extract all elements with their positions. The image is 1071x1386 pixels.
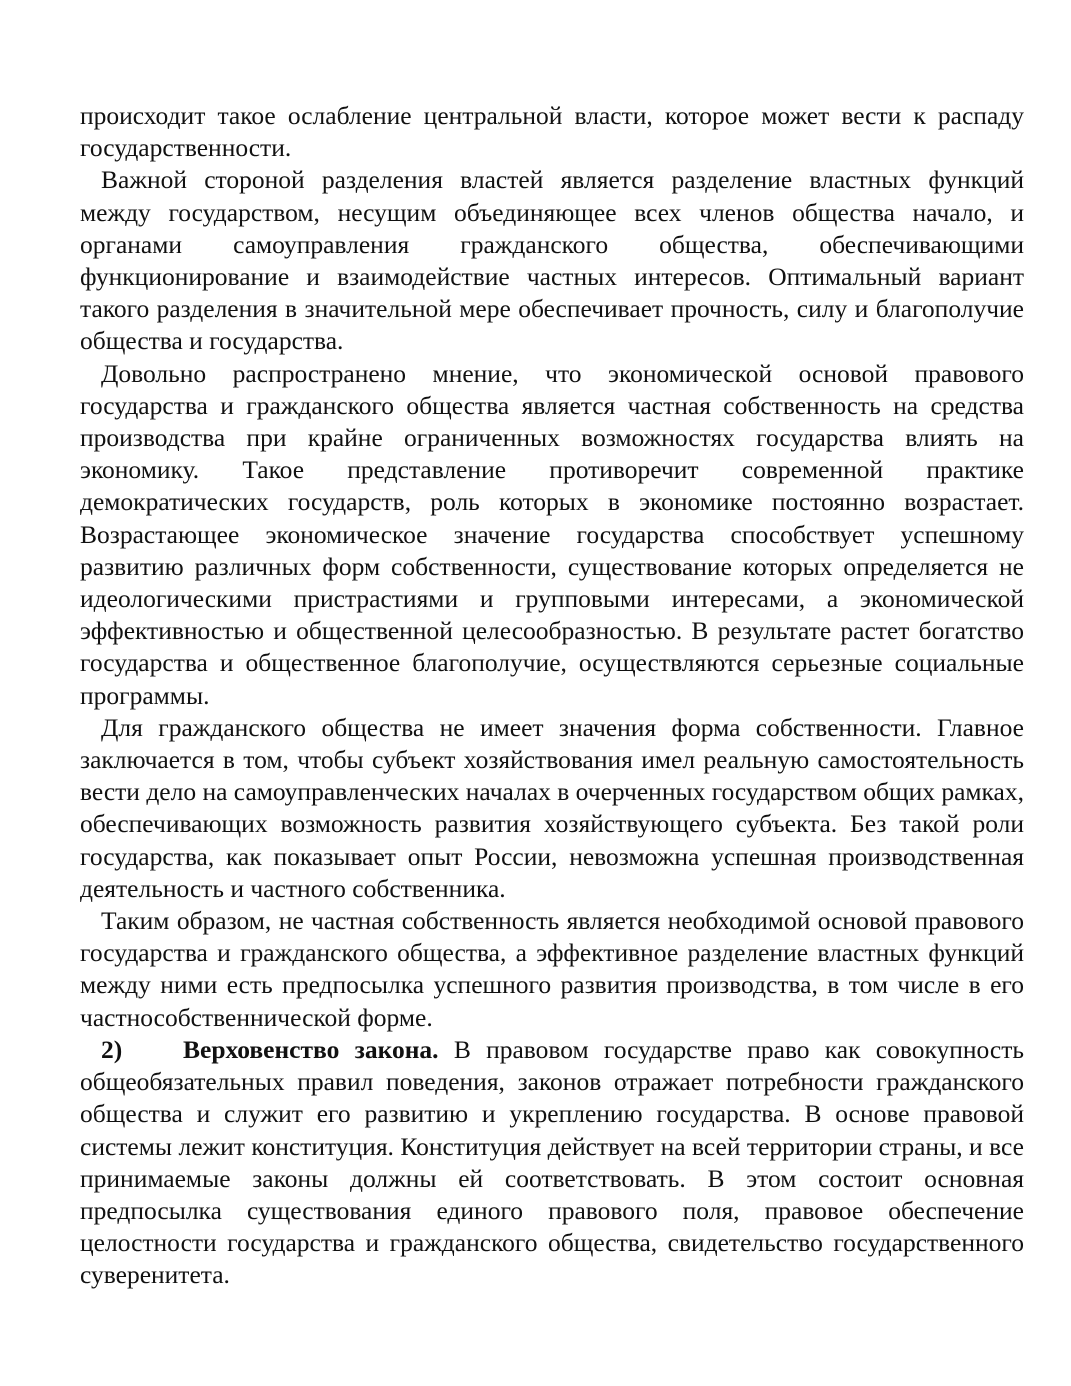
section-number: 2)	[101, 1034, 123, 1064]
paragraph-conclusion: Таким образом, не частная собственность является необходимой основой правового государства и гражданского общества, а эффективное разделение властных функций между ними есть предпосылка успешного развития производства, в том числе в его частнособственнической форме.	[80, 906, 1024, 1032]
section-text: В правовом государстве право как совокупность общеобязательных правил поведения, законов отражает потребности гражданского общества и служит его развитию и укреплению государства. В основе правовой системы лежит конституция. Конституция действует на всей территории страны, и все принимаемые законы должны ей соответствовать. В этом состоит основная предпосылка существования единого правового поля, правовое обеспечение целостности государства и гражданского общества, свидетельство государственного суверенитета.	[80, 1034, 1025, 1290]
paragraph-separation-functions: Важной стороной разделения властей является разделение властных функций между государством, несущим объединяющее всех членов общества начало, и органами самоуправления гражданского общества, обеспечивающими функционирование и взаимодействие частных интересов. Оптимальный вариант такого разделения в значительной мере обеспечивает прочность, силу и благополучие общества и государства.	[80, 165, 1024, 356]
document-page	[80, 100, 1024, 1292]
paragraph-continuation: происходит такое ослабление центральной власти, которое может вести к распаду государственности.	[80, 101, 1024, 163]
section-term: Верховенство закона.	[183, 1034, 439, 1064]
paragraph-economic-basis: Довольно распространено мнение, что экономической основой правового государства и гражданского общества является частная собственность на средства производства при крайне ограниченных возможностях государства влиять на экономику. Такое представление противоречит современной практике демократических государств, роль которых в экономике постоянно возрастает. Возрастающее экономическое значение государства способствует успешному развитию различных форм собственности, существование которых определяется не идеологическими пристрастиями и групповыми интересами, а экономической эффективностью и общественной целесообразностью. В результате растет богатство государства и общественное благополучие, осуществляются серьезные социальные программы.	[80, 358, 1024, 710]
paragraph-rule-of-law	[80, 1034, 1024, 1292]
paragraph-form-of-property: Для гражданского общества не имеет значения форма собственности. Главное заключается в том, чтобы субъект хозяйствования имел реальную самостоятельность вести дело на самоуправленческих началах в очерченных государством общих рамках, обеспечивающих возможность развития хозяйствующего субъекта. Без такой роли государства, как показывает опыт России, невозможна успешная производственная деятельность и частного собственника.	[80, 712, 1024, 903]
